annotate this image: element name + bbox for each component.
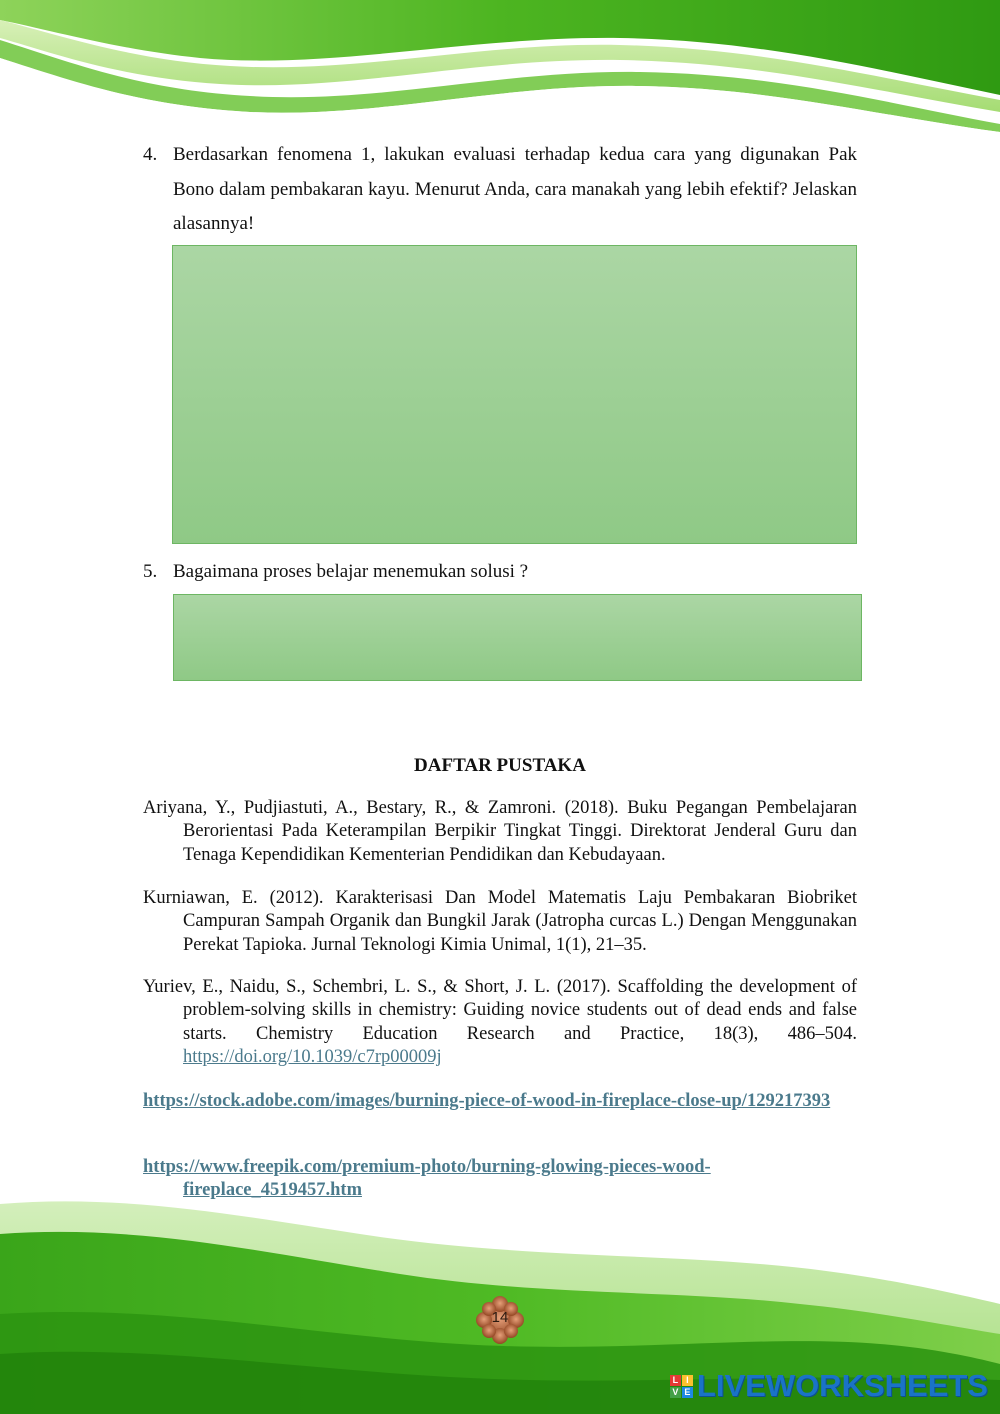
reference-item <box>143 1090 857 1113</box>
question-number: 5. <box>143 561 158 582</box>
freepik-link[interactable]: https://www.freepik.com/premium-photo/burning-glowing-pieces-wood-fireplace_4519457.htm <box>143 1157 711 1201</box>
liveworksheets-brand <box>670 1368 988 1404</box>
reference-text: Ariyana, Y., Pudjiastuti, A., Bestary, R., & Zamroni. (2018). Buku Pegangan Pembelajaran Berorientasi Pada Keterampilan Berpikir Tingkat Tinggi. Direktorat Jenderal Guru dan Tenaga Kependidikan Kementerian Pendidikan dan Kebudayaan. <box>143 798 857 865</box>
reference-text: Yuriev, E., Naidu, S., Schembri, L. S., & Short, J. L. (2017). Scaffolding the development of problem-solving skills in chemistry: Guiding novice students out of dead ends and false starts. Chemistry Education Research and Practice, 18(3), 486–504. <box>143 977 857 1044</box>
answer-box-question-5[interactable] <box>173 594 862 681</box>
doi-link[interactable]: https://doi.org/10.1039/c7rp00009j <box>183 1046 442 1067</box>
top-wave-decoration <box>0 0 1000 140</box>
liveworksheets-logo-icon <box>670 1375 693 1398</box>
logo-letter: E <box>682 1387 693 1398</box>
answer-box-question-4[interactable] <box>172 245 857 544</box>
question-4 <box>143 138 857 242</box>
reference-text: Kurniawan, E. (2012). Karakterisasi Dan Model Matematis Laju Pembakaran Biobriket Campuran Sampah Organik dan Bungkil Jarak (Jatropha curcas L.) Dengan Menggunakan Perekat Tapioka. Jurnal Teknologi Kimia Unimal, 1(1), 21–35. <box>143 888 857 955</box>
logo-letter: L <box>670 1375 681 1386</box>
question-text: Berdasarkan fenomena 1, lakukan evaluasi terhadap kedua cara yang digunakan Pak Bono dalam pembakaran kayu. Menurut Anda, cara manakah yang lebih efektif? Jelaskan alasannya! <box>173 144 857 234</box>
question-text: Bagaimana proses belajar menemukan solusi ? <box>173 561 529 582</box>
logo-letter: V <box>670 1387 681 1398</box>
adobe-stock-link[interactable]: https://stock.adobe.com/images/burning-piece-of-wood-in-fireplace-close-up/129217393 <box>143 1091 831 1111</box>
references-title: DAFTAR PUSTAKA <box>414 755 586 776</box>
page-number-badge <box>472 1296 528 1344</box>
reference-item <box>143 797 857 867</box>
logo-letter: I <box>682 1375 693 1386</box>
question-number: 4. <box>143 144 158 165</box>
reference-item <box>143 976 857 1069</box>
question-5 <box>143 555 857 590</box>
page-number: 14 <box>491 1309 509 1326</box>
brand-name: LIVEWORKSHEETS <box>696 1368 988 1403</box>
reference-item <box>143 887 857 957</box>
